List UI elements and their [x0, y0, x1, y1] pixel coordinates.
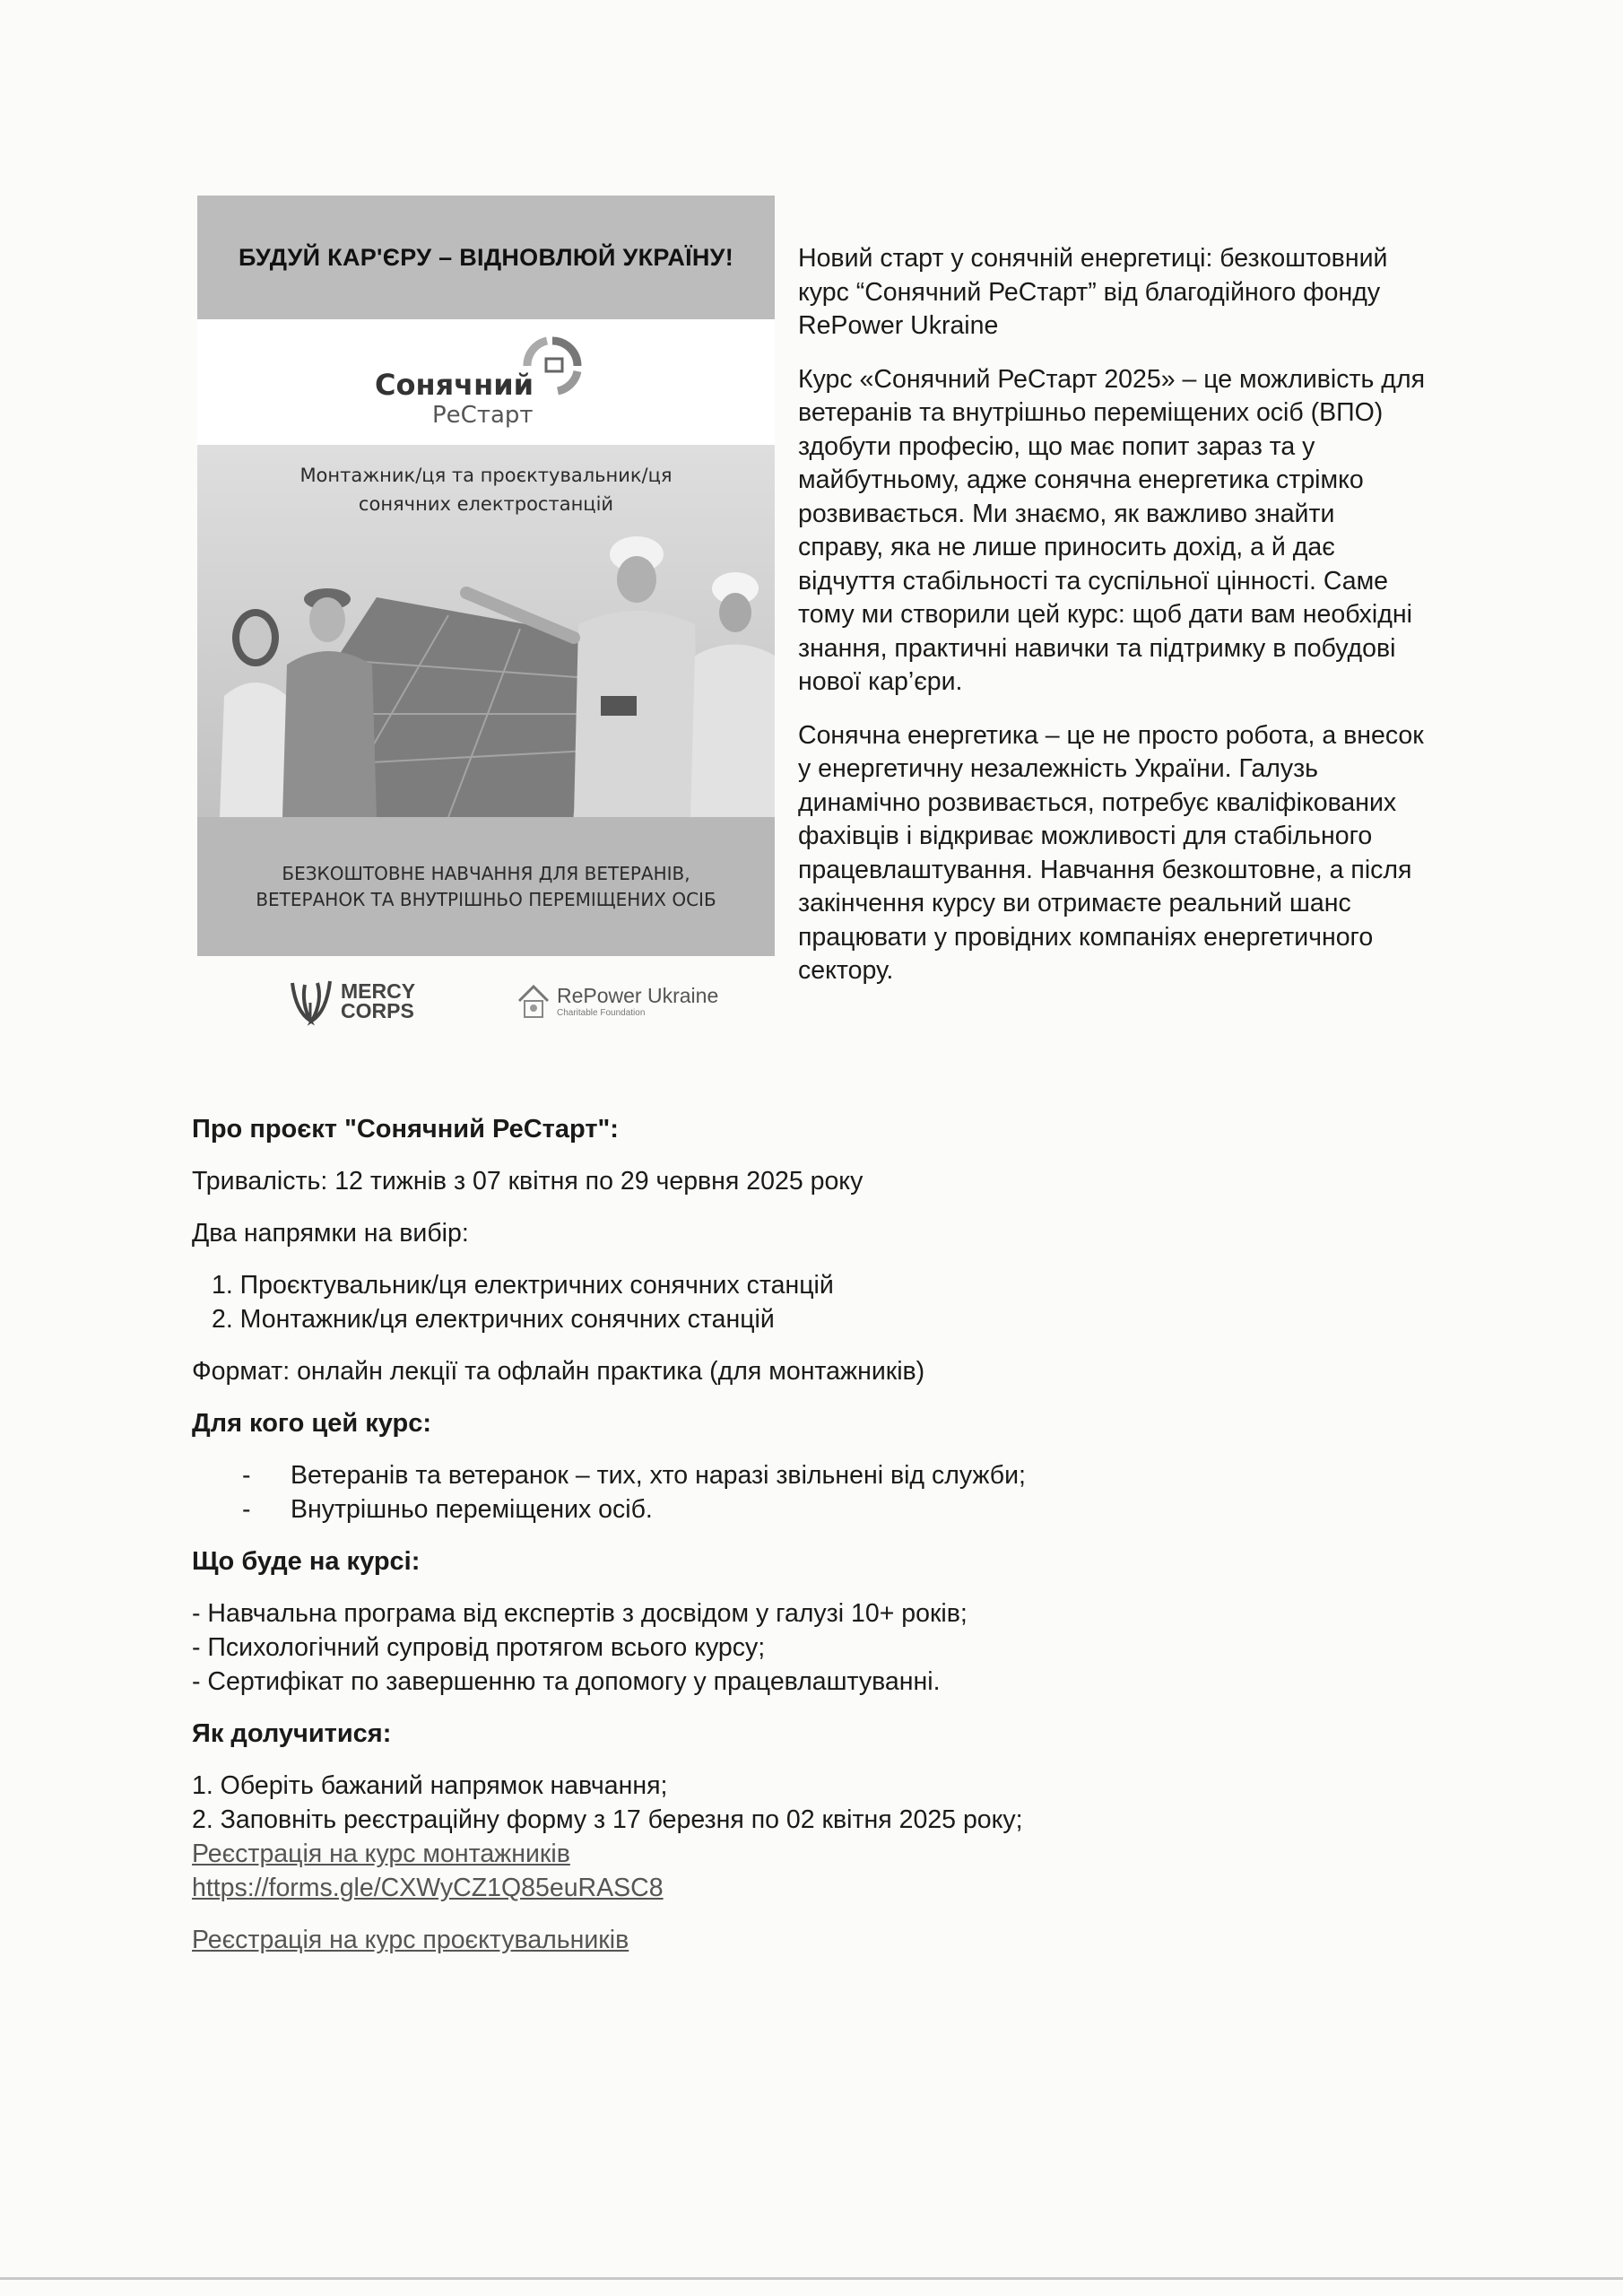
poster-caption-line2: сонячних електростанцій	[358, 493, 614, 515]
intro-paragraph-2: Курс «Сонячний РеСтарт 2025» – це можливість для ветеранів та внутрішньо переміщених осіб (ВПО) здобути професію, що має попит зараз та у майбутньому, адже сонячна енергетика стрімко розвивається. Ми знаємо, як важливо знайти справу, яка не лише приносить дохід, а й дає відчуття стабільності та суспільної цінності. Саме тому ми створили цей курс: щоб дати вам необхідні знання, практичні навички та підтримку в побудові нової кар’єри.	[798, 364, 1426, 696]
house-sun-icon	[516, 981, 551, 1021]
course-poster	[197, 196, 775, 956]
content-heading: Що буде на курсі:	[192, 1547, 421, 1576]
repower-name: RePower Ukraine	[557, 984, 719, 1007]
directions-list	[192, 1268, 1447, 1336]
mercy-corps-icon	[287, 976, 335, 1026]
audience-item: - Ветеранів та ветеранок – тих, хто наразі звільнені від служби;	[242, 1461, 1026, 1490]
audience-list	[192, 1458, 1447, 1526]
scan-page-edge	[0, 2277, 1623, 2280]
mercy-corps-logo	[287, 976, 415, 1026]
audience-heading: Для кого цей курс:	[192, 1409, 431, 1438]
poster-caption-line1: Монтажник/ця та проєктувальник/ця	[299, 465, 673, 486]
partner-logos	[287, 976, 735, 1039]
about-heading: Про проєкт "Сонячний РеСтарт":	[192, 1115, 619, 1144]
poster-caption	[197, 461, 775, 518]
content-item-1: - Навчальна програма від експертів з досвідом у галузі 10+ років;	[192, 1599, 968, 1628]
join-step-2: 2. Заповніть реєстраційну форму з 17 березня по 02 квітня 2025 року;	[192, 1805, 1023, 1834]
audience-item: - Внутрішньо переміщених осіб.	[242, 1495, 653, 1524]
installer-form-url-link[interactable]: https://forms.gle/CXWyCZ1Q85euRASC8	[192, 1874, 664, 1902]
repower-ukraine-logo	[516, 981, 718, 1021]
installer-registration-link[interactable]: Реєстрація на курс монтажників	[192, 1839, 570, 1868]
content-item-2: - Психологічний супровід протягом всього курсу;	[192, 1633, 766, 1662]
join-step-1: 1. Оберіть бажаний напрямок навчання;	[192, 1771, 668, 1800]
content-list	[192, 1596, 1447, 1699]
poster-bottom-line1: БЕЗКОШТОВНЕ НАВЧАННЯ ДЛЯ ВЕТЕРАНІВ,	[282, 862, 690, 884]
poster-bottom-line2: ВЕТЕРАНОК ТА ВНУТРІШНЬО ПЕРЕМІЩЕНИХ ОСІБ	[256, 888, 716, 910]
mercy-corps-line1: MERCY	[341, 979, 416, 1003]
duration-text: Тривалість: 12 тижнів з 07 квітня по 29 червня 2025 року	[192, 1167, 864, 1196]
audience-item-2: Внутрішньо переміщених осіб.	[291, 1495, 653, 1524]
poster-banner-text: БУДУЙ КАР'ЄРУ – ВІДНОВЛЮЙ УКРАЇНУ!	[238, 243, 734, 271]
logo-subtitle: РеСтарт	[432, 402, 534, 429]
content-item-3: - Сертифікат по завершенню та допомогу у працевлаштуванні.	[192, 1667, 941, 1696]
main-content	[192, 1112, 1447, 1975]
directions-label: Два напрямки на вибір:	[192, 1219, 469, 1248]
mercy-corps-line2: CORPS	[341, 999, 414, 1022]
intro-paragraph-3: Сонячна енергетика – це не просто робота, а внесок у енергетичну незалежність України. Галузь динамічно розвивається, потребує кваліфікованих фахівців і відкриває можливості для стабільного працевлаштування. Навчання безкоштовне, а після закінчення курсу ви отримаєте реальний шанс працювати у провідних компаніях енергетичного сектору.	[798, 720, 1424, 985]
poster-bottom-banner	[197, 817, 775, 956]
direction-item-2: 2. Монтажник/ця електричних сонячних станцій	[212, 1305, 775, 1334]
direction-item-1: 1. Проєктувальник/ця електричних сонячних станцій	[212, 1271, 834, 1300]
logo-name: Сонячний	[375, 368, 534, 402]
poster-banner	[197, 196, 775, 319]
solar-restart-logo	[197, 328, 775, 427]
format-text: Формат: онлайн лекції та офлайн практика (для монтажників)	[192, 1357, 925, 1386]
repower-subtitle: Charitable Foundation	[557, 1008, 646, 1018]
join-steps	[192, 1769, 1447, 1957]
intro-paragraph-1: Новий старт у сонячній енергетиці: безкоштовний курс “Сонячний РеСтарт” від благодійного фонду RePower Ukraine	[798, 244, 1388, 340]
designer-registration-link[interactable]: Реєстрація на курс проєктувальників	[192, 1926, 629, 1954]
intro-text	[798, 242, 1426, 1008]
workers-solar-panels-photo	[197, 445, 775, 817]
join-heading: Як долучитися:	[192, 1719, 392, 1748]
audience-item-1: Ветеранів та ветеранок – тих, хто наразі звільнені від служби;	[291, 1461, 1026, 1490]
